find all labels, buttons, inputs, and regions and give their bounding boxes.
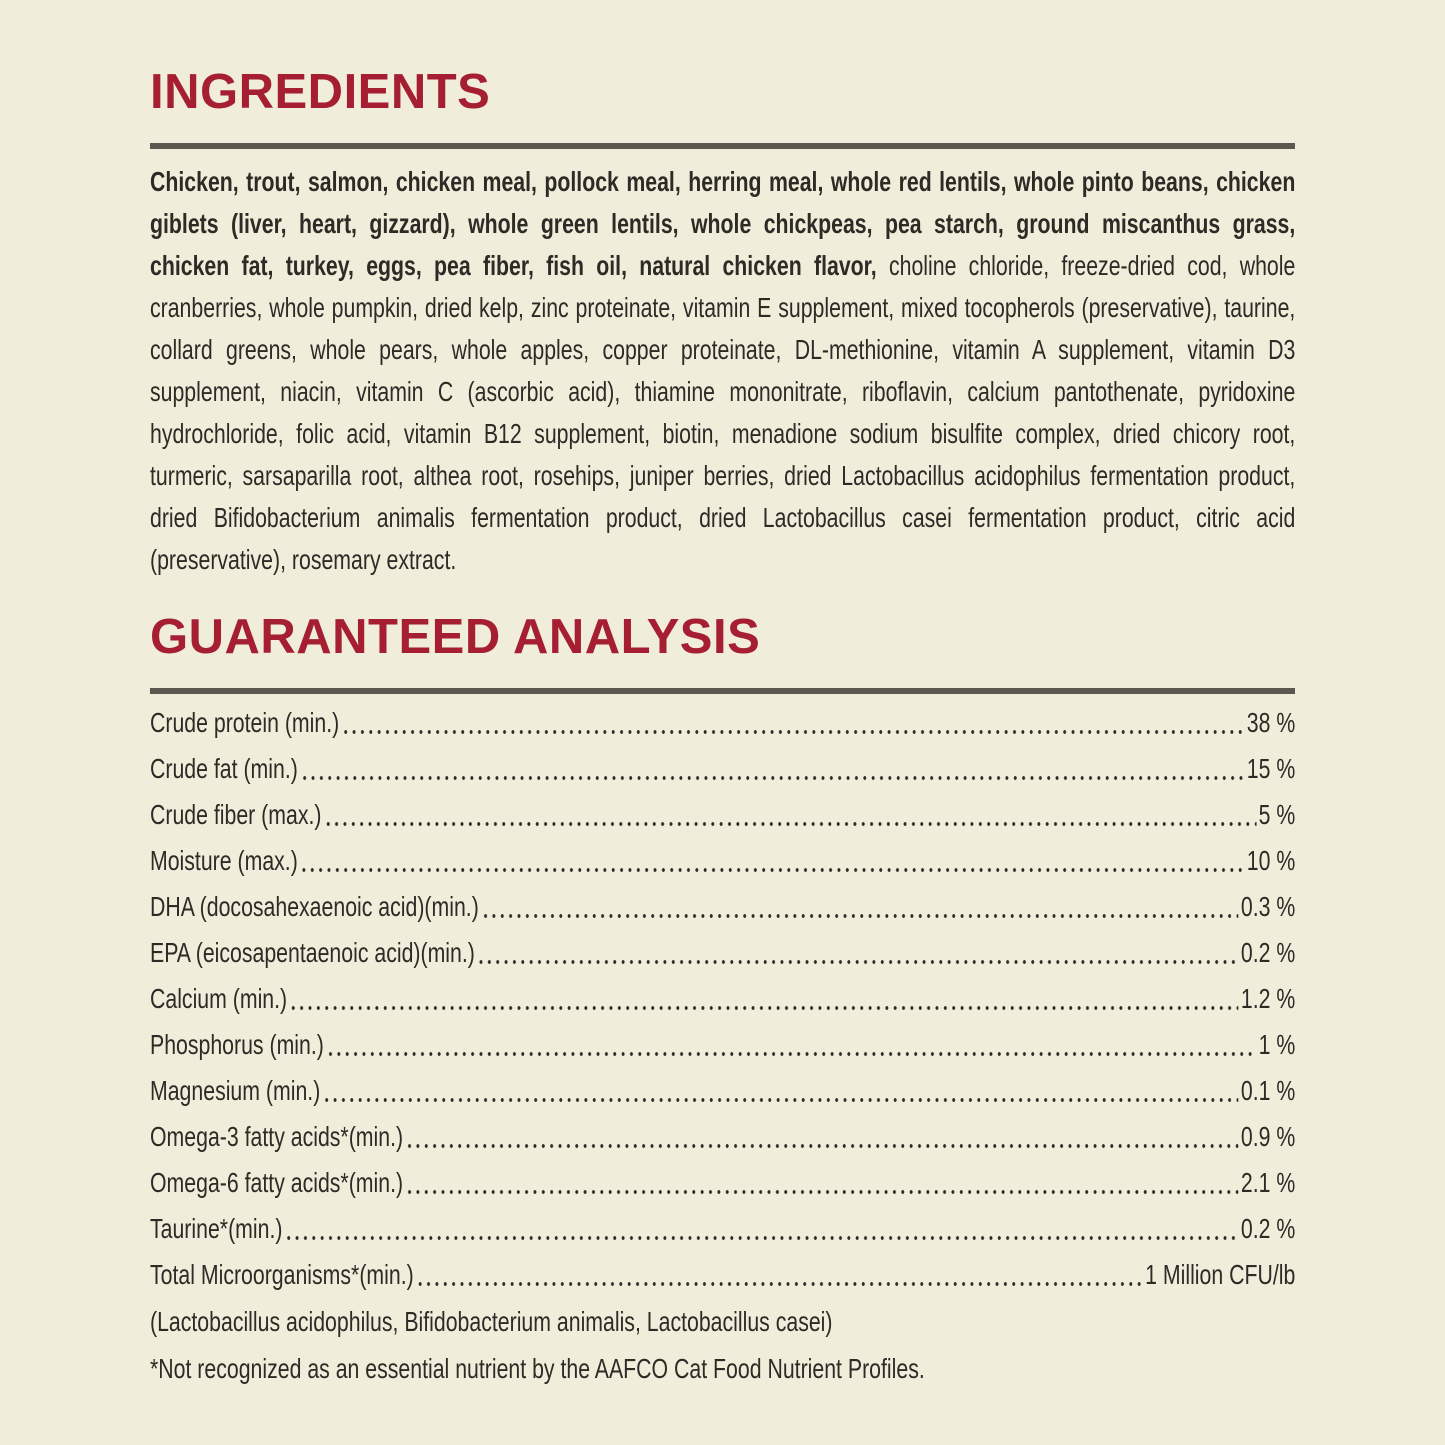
- guaranteed-analysis-divider: [150, 688, 1295, 694]
- dot-leader: [323, 1068, 1239, 1114]
- ingredients-title: INGREDIENTS: [150, 65, 491, 119]
- analysis-row-value: 0.2 %: [1240, 1213, 1296, 1244]
- ingredients-paragraph: [150, 161, 1295, 581]
- analysis-row-value: 1 %: [1258, 1029, 1296, 1060]
- analysis-row-label: Phosphorus (min.): [150, 1029, 324, 1060]
- analysis-row-value: 5 %: [1258, 799, 1296, 830]
- analysis-row-label: Total Microorganisms*(min.): [150, 1259, 414, 1290]
- analysis-row-label: Moisture (max.): [150, 845, 298, 876]
- analysis-row: [150, 792, 1295, 838]
- dot-leader: [300, 746, 1244, 792]
- analysis-row: [150, 700, 1295, 746]
- ingredients-primary-list: Chicken, trout, salmon, chicken meal, pollock meal, herring meal, whole red lentils, whole pinto beans, chicken giblets (liver, heart, gizzard), whole green lentils, whole chickpeas, pea starch, ground miscanthus grass, chicken fat, turkey, eggs, pea fiber, fish oil, natural chicken flavor,: [150, 166, 1296, 281]
- analysis-row-value: 0.9 %: [1240, 1121, 1296, 1152]
- analysis-row-value: 0.3 %: [1240, 891, 1296, 922]
- analysis-row-value: 10 %: [1246, 845, 1296, 876]
- dot-leader: [326, 1022, 1256, 1068]
- analysis-row: [150, 1114, 1295, 1160]
- guaranteed-analysis-title: GUARANTEED ANALYSIS: [150, 610, 761, 664]
- ingredients-section: [150, 64, 1295, 581]
- dot-leader: [405, 1160, 1238, 1206]
- dot-leader: [477, 930, 1238, 976]
- analysis-row-label: Crude fiber (max.): [150, 799, 322, 830]
- analysis-row-label: Omega-6 fatty acids*(min.): [150, 1167, 404, 1198]
- analysis-row: [150, 1022, 1295, 1068]
- analysis-row: [150, 1252, 1295, 1298]
- analysis-row: [150, 1160, 1295, 1206]
- analysis-row: [150, 1068, 1295, 1114]
- analysis-row-value: 1 Million CFU/lb: [1145, 1259, 1296, 1290]
- analysis-row-label: Calcium (min.): [150, 983, 288, 1014]
- analysis-row: [150, 930, 1295, 976]
- analysis-row: [150, 976, 1295, 1022]
- dot-leader: [481, 884, 1239, 930]
- dot-leader: [285, 1206, 1239, 1252]
- analysis-row-label: Omega-3 fatty acids*(min.): [150, 1121, 404, 1152]
- analysis-row-value: 1.2 %: [1240, 983, 1296, 1014]
- analysis-row: [150, 1206, 1295, 1252]
- analysis-rows: [150, 700, 1295, 1298]
- analysis-row-label: Taurine*(min.): [150, 1213, 283, 1244]
- dot-leader: [324, 792, 1257, 838]
- analysis-row-value: 0.2 %: [1240, 937, 1296, 968]
- dot-leader: [300, 838, 1244, 884]
- dot-leader: [405, 1114, 1238, 1160]
- analysis-row-value: 0.1 %: [1240, 1075, 1296, 1106]
- analysis-row-label: Crude fat (min.): [150, 753, 298, 784]
- analysis-row-value: 38 %: [1246, 707, 1296, 738]
- dot-leader: [342, 700, 1245, 746]
- dot-leader: [289, 976, 1238, 1022]
- guaranteed-analysis-section: [150, 609, 1295, 1392]
- microorganisms-note: (Lactobacillus acidophilus, Bifidobacterium animalis, Lactobacillus casei): [150, 1306, 833, 1337]
- dot-leader: [416, 1252, 1143, 1298]
- ingredients-secondary-list: choline chloride, freeze-dried cod, whole cranberries, whole pumpkin, dried kelp, zinc proteinate, vitamin E supplement, mixed tocopherols (preservative), taurine, collard greens, whole pears, whole apples, copper proteinate, DL-methionine, vitamin A supplement, vitamin D3 supplement, niacin, vitamin C (ascorbic acid), thiamine mononitrate, riboflavin, calcium pantothenate, pyridoxine hydrochloride, folic acid, vitamin B12 supplement, biotin, menadione sodium bisulfite complex, dried chicory root, turmeric, sarsaparilla root, althea root, rosehips, juniper berries, dried Lactobacillus acidophilus fermentation product, dried Bifidobacterium animalis fermentation product, dried Lactobacillus casei fermentation product, citric acid (preservative), rosemary extract.: [150, 250, 1296, 575]
- analysis-row: [150, 746, 1295, 792]
- analysis-row-label: Crude protein (min.): [150, 707, 340, 738]
- analysis-row: [150, 838, 1295, 884]
- analysis-row-value: 15 %: [1246, 753, 1296, 784]
- analysis-row-label: EPA (eicosapentaenoic acid)(min.): [150, 937, 475, 968]
- analysis-row: [150, 884, 1295, 930]
- analysis-row-label: Magnesium (min.): [150, 1075, 321, 1106]
- aafco-footnote: *Not recognized as an essential nutrient by the AAFCO Cat Food Nutrient Profiles.: [150, 1353, 925, 1384]
- ingredients-divider: [150, 143, 1295, 149]
- analysis-row-value: 2.1 %: [1240, 1167, 1296, 1198]
- analysis-row-label: DHA (docosahexaenoic acid)(min.): [150, 891, 479, 922]
